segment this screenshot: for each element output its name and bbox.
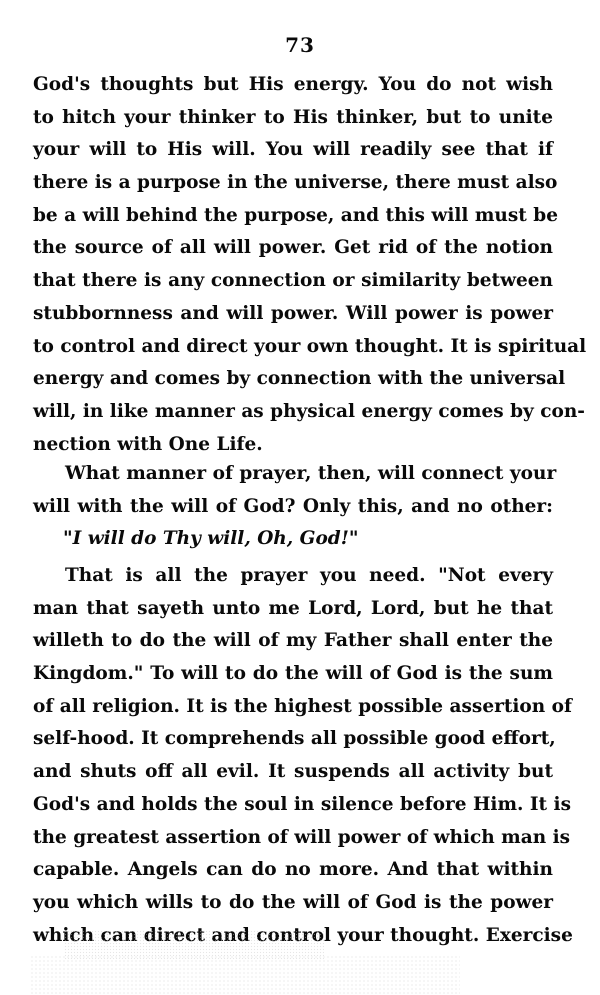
prayer-quote: "I will do Thy will, Oh, God!" <box>63 528 359 550</box>
text-line: What manner of prayer, then, will connect your <box>65 463 557 484</box>
text-line: That is all the prayer you need. "Not every <box>65 565 553 586</box>
text-line: there is a purpose in the universe, there must also <box>33 172 558 194</box>
text-line: your will to His will. You will readily see that if <box>33 139 553 161</box>
text-line: will with the will of God? Only this, and no other: <box>33 495 553 517</box>
text-line: stubbornness and will power. Will power is power <box>33 302 553 324</box>
text-line: you which wills to do the will of God is the power <box>33 891 553 913</box>
text-line: which can direct and control your thought. Exercise <box>33 924 573 946</box>
text-line: capable. Angels can do no more. And that within <box>33 859 553 881</box>
text-line: that there is any connection or similarity between <box>33 270 553 292</box>
text-line: willeth to do the will of my Father shall enter the <box>33 630 553 652</box>
page-number: 73 <box>285 33 315 57</box>
text-line: of all religion. It is the highest possible assertion of <box>33 695 572 717</box>
text-line: man that sayeth unto me Lord, Lord, but he that <box>33 597 553 619</box>
text-line: energy and comes by connection with the universal <box>33 368 566 390</box>
text-line: the source of all will power. Get rid of the notion <box>33 237 553 259</box>
text-line: self-hood. It comprehends all possible good effort, <box>33 728 556 750</box>
paragraph-3 <box>33 560 573 952</box>
text-line: God's and holds the soul in silence before Him. It is <box>33 793 571 815</box>
text-line: to control and direct your own thought. It is spiritual <box>33 335 587 357</box>
paragraph-2 <box>33 458 557 556</box>
text-line: the greatest assertion of will power of which man is <box>33 826 571 848</box>
text-line: Kingdom." To will to do the will of God is the sum <box>33 663 553 685</box>
text-line: God's thoughts but His energy. You do not wish <box>33 74 553 95</box>
text-line: be a will behind the purpose, and this will must be <box>33 204 558 226</box>
paragraph-1 <box>33 69 587 461</box>
scan-artifact <box>30 955 460 995</box>
text-line: will, in like manner as physical energy comes by con- <box>33 400 585 422</box>
text-line: to hitch your thinker to His thinker, but to unite <box>33 106 553 128</box>
text-line: nection with One Life. <box>33 433 263 455</box>
text-line: and shuts off all evil. It suspends all activity but <box>33 761 553 783</box>
